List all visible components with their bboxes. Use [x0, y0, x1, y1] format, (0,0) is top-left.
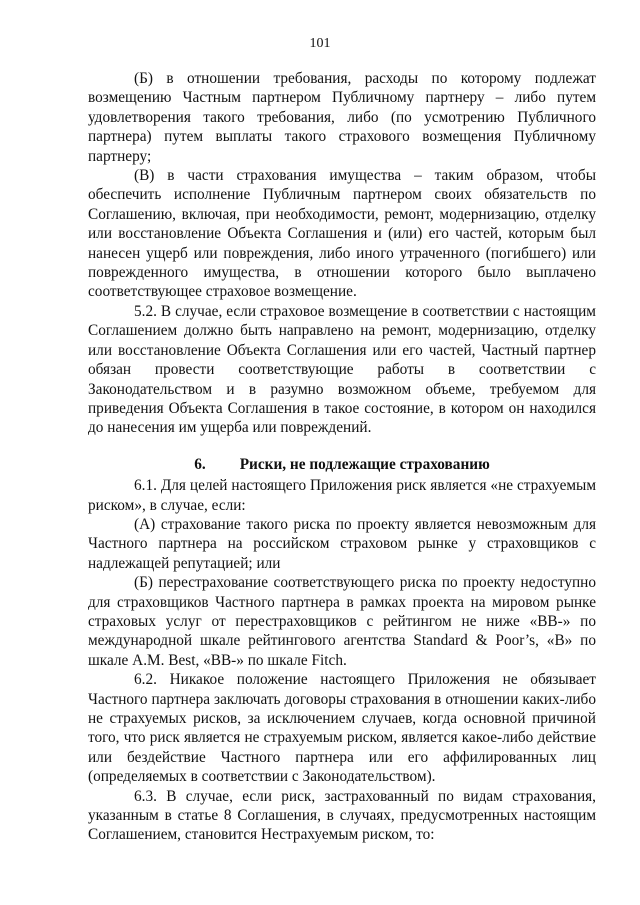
document-body [88, 69, 596, 845]
paragraph-6-1-b: (Б) перестрахование соответствующего риска по проекту недоступно для страховщиков Частного партнера в рамках проекта на мировом рынке страховых услуг от перестраховщиков с рейтингом не ниже «ВВ-» по международной шкале рейтингового агентства Standard & Poor’s, «B» по шкале A.M. Best, «BB-» по шкале Fitch. [88, 574, 596, 669]
section-title: Риски, не подлежащие страхованию [239, 455, 490, 473]
paragraph-6-3: 6.3. В случае, если риск, застрахованный по видам страхования, указанным в статье 8 Соглашения, в случаях, предусмотренных настоящим Соглашением, становится Нестрахуемым риском, то: [88, 787, 596, 844]
paragraph-6-1-a: (А) страхование такого риска по проекту является невозможным для Частного партнера на российском страховом рынке у страховщиков с надлежащей репутацией; или [88, 515, 596, 572]
paragraph-v-clause: (В) в части страхования имущества – таким образом, чтобы обеспечить исполнение Публичным партнером своих обязательств по Соглашению, включая, при необходимости, ремонт, модернизацию, отделку или восстановление Объекта Соглашения и (или) его частей, которым был нанесен ущерб или повреждения, либо иного утраченного (погибшего) или поврежденного имущества, в отношении которого было выплачено соответствующее страховое возмещение. [88, 167, 596, 301]
paragraph-b-clause: (Б) в отношении требования, расходы по которому подлежат возмещению Частным партнером Публичному партнеру – либо путем удовлетворения такого требования, либо (по усмотрению Публичного партнера) путем выплаты такого страхового возмещения Публичному партнеру; [88, 70, 596, 165]
paragraph-6-1: 6.1. Для целей настоящего Приложения риск является «не страхуемым риском», в случае, если: [88, 477, 596, 514]
paragraph-6-2: 6.2. Никакое положение настоящего Приложения не обязывает Частного партнера заключать договоры страхования в отношении каких-либо не страхуемых рисков, за исключением случаев, когда основной причиной того, что риск является не страхуемым риском, является какое-либо действие или бездействие Частного партнера или его аффилированных лиц (определяемых в соответствии с Законодательством). [88, 671, 596, 786]
section-number: 6. [194, 455, 206, 473]
page-number: 101 [309, 36, 331, 51]
section-heading [88, 455, 596, 474]
paragraph-5-2: 5.2. В случае, если страховое возмещение в соответствии с настоящим Соглашением должно быть направлено на ремонт, модернизацию, отделку или восстановление Объекта Соглашения или его частей, Частный партнер обязан провести соответствующие работы в соответствии с Законодательством и в разумно возможном объеме, требуемом для приведения Объекта Соглашения в такое состояние, в котором он находился до нанесения им ущерба или повреждений. [88, 302, 596, 437]
